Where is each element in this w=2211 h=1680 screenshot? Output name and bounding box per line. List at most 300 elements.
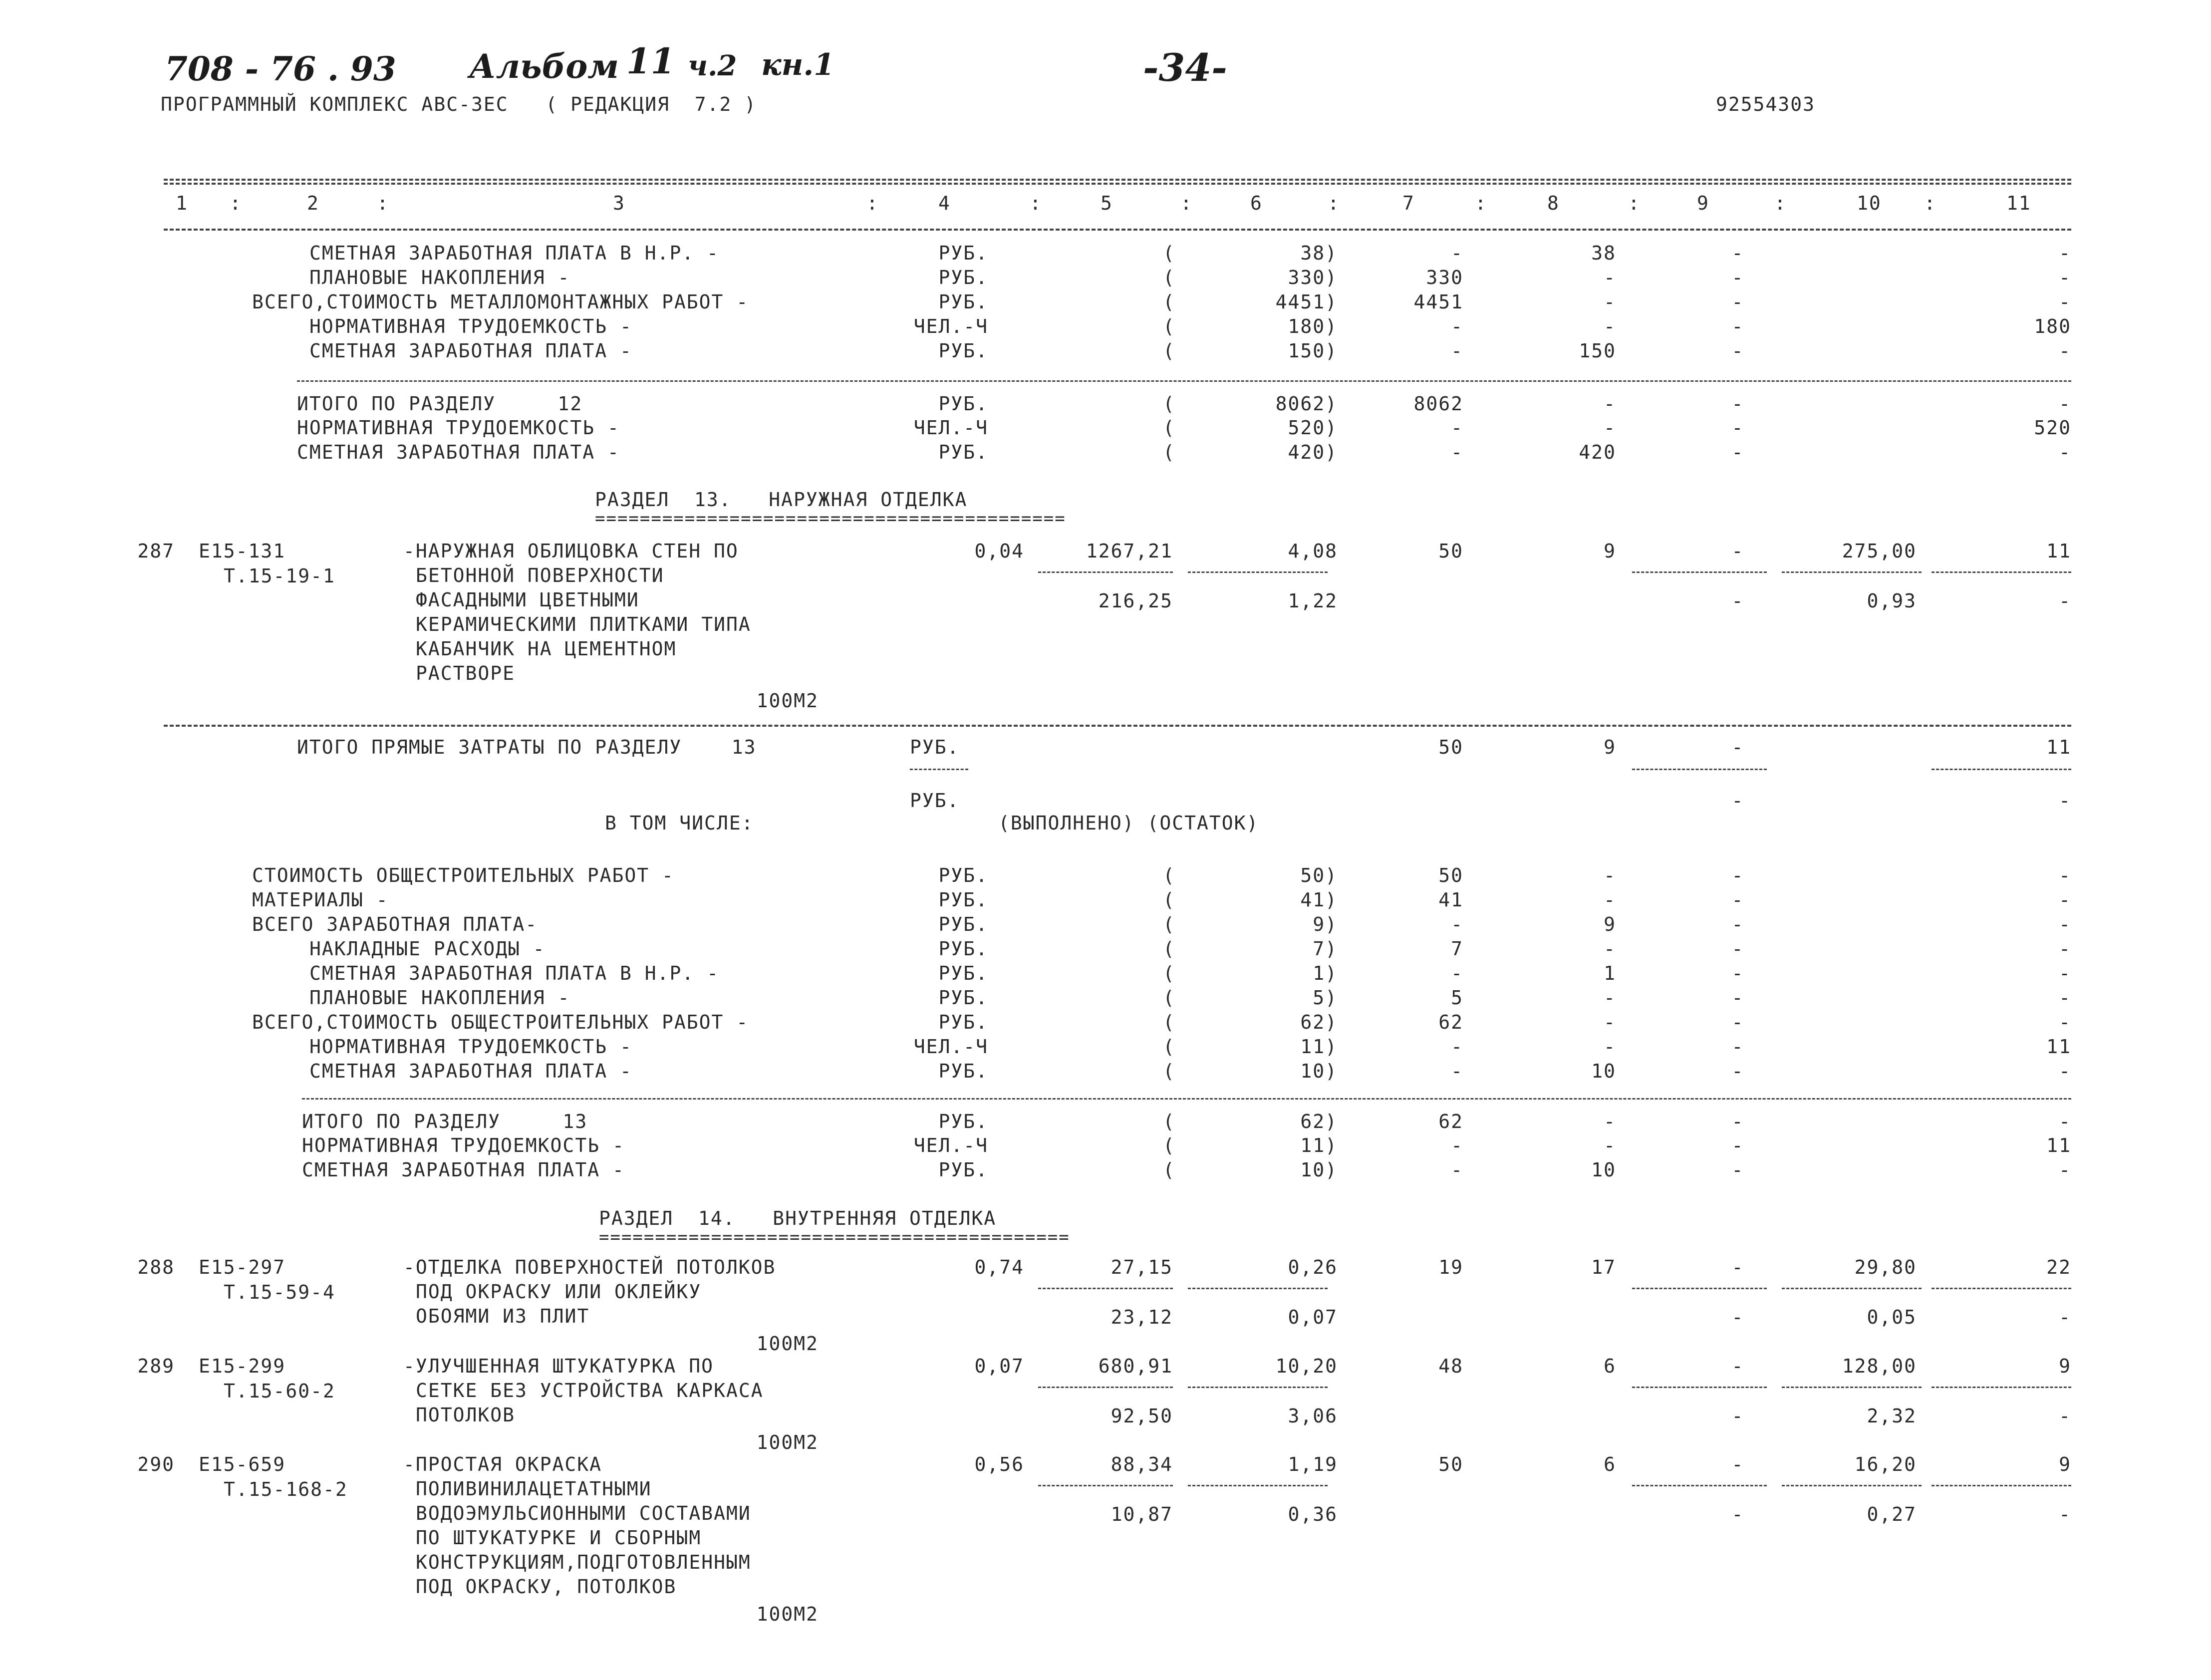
open-paren: ( — [1163, 1159, 1175, 1181]
program-line: ПРОГРАММНЫЙ КОМПЛЕКС АВС-3ЕС ( РЕДАКЦИЯ 7.2 ) — [161, 93, 757, 115]
header-top-rule — [164, 179, 2071, 181]
summary-label: СМЕТНАЯ ЗАРАБОТНАЯ ПЛАТА - — [302, 1159, 625, 1181]
summary-label: СМЕТНАЯ ЗАРАБОТНАЯ ПЛАТА В Н.Р. - — [309, 242, 719, 264]
summary-unit: РУБ. — [938, 913, 988, 935]
summary-col7: 8062 — [1413, 393, 1463, 415]
summary-col7: - — [1451, 913, 1463, 935]
page-number: -34- — [1143, 45, 1227, 90]
open-paren: ( — [1163, 393, 1175, 415]
summary-col9: - — [1731, 417, 1744, 439]
header-col-separator: : — [1030, 192, 1042, 214]
direct-costs-col8: 9 — [1604, 736, 1616, 758]
summary-total-done: 8062) — [1275, 393, 1338, 415]
summary-label: НОРМАТИВНАЯ ТРУДОЕМКОСТЬ - — [309, 315, 632, 337]
summary-col11: - — [2059, 393, 2071, 415]
header-col-9: 9 — [1697, 192, 1709, 214]
summary-label: СТОИМОСТЬ ОБЩЕСТРОИТЕЛЬНЫХ РАБОТ - — [252, 864, 674, 886]
summary-col7: 330 — [1426, 267, 1463, 288]
summary-total-done: 1) — [1313, 962, 1338, 984]
header-col-8: 8 — [1547, 192, 1560, 214]
item-description-line: КАБАНЧИК НА ЦЕМЕНТНОМ — [416, 638, 677, 660]
item-number: 289 — [137, 1355, 175, 1377]
summary-col11: - — [2059, 1060, 2071, 1082]
item-col11: 9 — [2059, 1355, 2071, 1377]
summary-unit: РУБ. — [938, 1011, 988, 1033]
summary-col7: 50 — [1438, 864, 1463, 886]
direct-costs-col11: 11 — [2046, 736, 2071, 758]
summary-col7: 7 — [1451, 938, 1463, 960]
summary-total-done: 5) — [1313, 987, 1338, 1009]
open-paren: ( — [1163, 242, 1175, 264]
open-paren: ( — [1163, 441, 1175, 463]
item-col9-wage: - — [1731, 1503, 1744, 1525]
direct-costs-unit: РУБ. — [910, 736, 960, 758]
summary-label: СМЕТНАЯ ЗАРАБОТНАЯ ПЛАТА - — [309, 340, 632, 362]
direct-costs-label: ИТОГО ПРЯМЫЕ ЗАТРАТЫ ПО РАЗДЕЛУ 13 — [297, 736, 757, 758]
item-description-line: БЕТОННОЙ ПОВЕРХНОСТИ — [416, 564, 664, 586]
summary-col8: - — [1604, 267, 1616, 288]
item-divider-6 — [1188, 571, 1328, 573]
summary-total-done: 62) — [1300, 1011, 1338, 1033]
item-col4-quantity: 0,04 — [974, 540, 1024, 562]
summary-col7: - — [1451, 242, 1463, 264]
item-col11-wage: - — [2059, 1306, 2071, 1328]
item-col7: 50 — [1438, 540, 1463, 562]
summary-col7: 5 — [1451, 987, 1463, 1009]
item-divider-11 — [1932, 1387, 2071, 1388]
header-col-2: 2 — [307, 192, 319, 214]
summary-total-done: 38) — [1300, 242, 1338, 264]
direct-costs-col9-2: - — [1731, 790, 1744, 812]
summary-unit: РУБ. — [938, 864, 988, 886]
item-col6-cost: 4,08 — [1288, 540, 1338, 562]
section-14-underline: ========================================== — [599, 1227, 1070, 1247]
summary-unit: РУБ. — [938, 938, 988, 960]
summary-col9: - — [1731, 441, 1744, 463]
summary-col7: - — [1451, 1159, 1463, 1181]
item-col9: - — [1731, 1355, 1744, 1377]
item-divider-6 — [1188, 1288, 1328, 1289]
item-divider-10 — [1782, 571, 1922, 573]
summary-col9: - — [1731, 1134, 1744, 1156]
item-col9: - — [1731, 1256, 1744, 1278]
summary-col9: - — [1731, 889, 1744, 911]
item-col10: 29,80 — [1854, 1256, 1917, 1278]
handwritten-album: Альбом — [469, 47, 619, 86]
summary-label: ПЛАНОВЫЕ НАКОПЛЕНИЯ - — [309, 987, 570, 1009]
summary-col8: - — [1604, 864, 1616, 886]
item-description-line: -УЛУЧШЕННАЯ ШТУКАТУРКА ПО — [403, 1355, 714, 1377]
item-number: 290 — [137, 1453, 175, 1475]
item-col11: 22 — [2046, 1256, 2071, 1278]
summary-col9: - — [1731, 1111, 1744, 1132]
item-code: Е15-131 — [199, 540, 286, 562]
header-col-separator: : — [1475, 192, 1487, 214]
item-col11: 9 — [2059, 1453, 2071, 1475]
summary-col8: - — [1604, 1011, 1616, 1033]
summary-col7: 62 — [1438, 1111, 1463, 1132]
header-col-separator: : — [1328, 192, 1340, 214]
summary-col11: 11 — [2046, 1134, 2071, 1156]
item-col5-unit-cost: 680,91 — [1098, 1355, 1173, 1377]
summary-total-done: 330) — [1288, 267, 1338, 288]
summary-col11: - — [2059, 340, 2071, 362]
item-col11: 11 — [2046, 540, 2071, 562]
header-col-separator: : — [1774, 192, 1787, 214]
summary-col8: - — [1604, 291, 1616, 313]
handwritten-part: ч.2 — [688, 49, 737, 82]
item-col8: 6 — [1604, 1453, 1616, 1475]
item-col11-wage: - — [2059, 1405, 2071, 1427]
item-col5-wage: 92,50 — [1110, 1405, 1173, 1427]
doc-number: 92554303 — [1716, 93, 1816, 115]
summary-col9: - — [1731, 987, 1744, 1009]
header-col-separator: : — [1628, 192, 1641, 214]
summary-col11: - — [2059, 1011, 2071, 1033]
item-col6-cost: 0,26 — [1288, 1256, 1338, 1278]
open-paren: ( — [1163, 913, 1175, 935]
summary-unit: ЧЕЛ.-Ч — [913, 1134, 988, 1156]
summary-label: НАКЛАДНЫЕ РАСХОДЫ - — [309, 938, 546, 960]
summary-unit: РУБ. — [938, 1111, 988, 1132]
open-paren: ( — [1163, 864, 1175, 886]
summary-col7: - — [1451, 340, 1463, 362]
direct-costs-unit-2: РУБ. — [910, 790, 960, 812]
item-col5-wage: 10,87 — [1110, 1503, 1173, 1525]
summary-col7: 41 — [1438, 889, 1463, 911]
summary-col11: 180 — [2034, 315, 2071, 337]
item-col9: - — [1731, 540, 1744, 562]
summary-col7: - — [1451, 1134, 1463, 1156]
section-13-items-end-rule — [164, 725, 2071, 727]
item-code: Е15-297 — [199, 1256, 286, 1278]
item-col10-wage: 0,93 — [1867, 590, 1917, 612]
done-remaining-header: (ВЫПОЛНЕНО) (ОСТАТОК) — [998, 812, 1259, 834]
header-bottom-rule — [164, 229, 2071, 231]
open-paren: ( — [1163, 987, 1175, 1009]
item-col10: 128,00 — [1842, 1355, 1917, 1377]
summary-total-done: 62) — [1300, 1111, 1338, 1132]
header-col-6: 6 — [1250, 192, 1263, 214]
summary-col8: 1 — [1604, 962, 1616, 984]
item-unit: 100М2 — [756, 1603, 819, 1625]
item-number: 288 — [137, 1256, 175, 1278]
item-col11-wage: - — [2059, 1503, 2071, 1525]
summary-total-done: 11) — [1300, 1134, 1338, 1156]
item-col6-wage: 0,07 — [1288, 1306, 1338, 1328]
item-reference: Т.15-60-2 — [224, 1380, 335, 1402]
header-col-separator: : — [377, 192, 389, 214]
item-description-line: ПО ШТУКАТУРКЕ И СБОРНЫМ — [416, 1527, 702, 1549]
summary-col8: - — [1604, 938, 1616, 960]
item-col4-quantity: 0,07 — [974, 1355, 1024, 1377]
direct-costs-col9: - — [1731, 736, 1744, 758]
summary-total-done: 10) — [1300, 1060, 1338, 1082]
item-divider-10 — [1782, 1387, 1922, 1388]
item-reference: Т.15-59-4 — [224, 1281, 335, 1303]
summary-col8: 9 — [1604, 913, 1616, 935]
summary-col8: - — [1604, 1134, 1616, 1156]
item-col10: 275,00 — [1842, 540, 1917, 562]
summary-label: СМЕТНАЯ ЗАРАБОТНАЯ ПЛАТА В Н.Р. - — [309, 962, 719, 984]
summary-label: ИТОГО ПО РАЗДЕЛУ 12 — [297, 393, 583, 415]
item-description-line: ПОД ОКРАСКУ, ПОТОЛКОВ — [416, 1576, 677, 1598]
summary-col11: - — [2059, 441, 2071, 463]
item-description-line: ВОДОЭМУЛЬСИОННЫМИ СОСТАВАМИ — [416, 1502, 751, 1524]
item-description-line: -ОТДЕЛКА ПОВЕРХНОСТЕЙ ПОТОЛКОВ — [403, 1256, 776, 1278]
open-paren: ( — [1163, 1011, 1175, 1033]
summary-col9: - — [1731, 864, 1744, 886]
summary-unit: РУБ. — [938, 267, 988, 288]
summary-col7: - — [1451, 1060, 1463, 1082]
item-unit: 100М2 — [756, 1333, 819, 1355]
summary-unit: РУБ. — [938, 291, 988, 313]
item-divider-11 — [1932, 1485, 2071, 1486]
item-code: Е15-299 — [199, 1355, 286, 1377]
item-divider-11 — [1932, 1288, 2071, 1289]
summary-col9: - — [1731, 242, 1744, 264]
summary-label: НОРМАТИВНАЯ ТРУДОЕМКОСТЬ - — [297, 417, 620, 439]
section-13-underline: ========================================== — [595, 509, 1066, 529]
summary-col11: - — [2059, 291, 2071, 313]
item-col6-cost: 10,20 — [1275, 1355, 1338, 1377]
header-col-3: 3 — [613, 192, 625, 214]
summary-col11: - — [2059, 987, 2071, 1009]
summary-col9: - — [1731, 913, 1744, 935]
item-number: 287 — [137, 540, 175, 562]
item-col8: 17 — [1591, 1256, 1616, 1278]
open-paren: ( — [1163, 267, 1175, 288]
summary-col9: - — [1731, 1036, 1744, 1058]
item-col5-wage: 216,25 — [1098, 590, 1173, 612]
item-col6-cost: 1,19 — [1288, 1453, 1338, 1475]
summary-col11: - — [2059, 864, 2071, 886]
subtotal-rule-13 — [302, 1098, 2071, 1100]
header-col-separator: : — [866, 192, 879, 214]
summary-col9: - — [1731, 291, 1744, 313]
item-divider-5 — [1038, 571, 1173, 573]
item-col5-wage: 23,12 — [1110, 1306, 1173, 1328]
including-label: В ТОМ ЧИСЛЕ: — [605, 812, 754, 834]
summary-col8: 420 — [1579, 441, 1616, 463]
item-col9: - — [1731, 1453, 1744, 1475]
summary-unit: РУБ. — [938, 441, 988, 463]
item-col4-quantity: 0,74 — [974, 1256, 1024, 1278]
summary-col9: - — [1731, 1159, 1744, 1181]
summary-label: СМЕТНАЯ ЗАРАБОТНАЯ ПЛАТА - — [297, 441, 620, 463]
summary-col11: - — [2059, 1111, 2071, 1132]
header-col-separator: : — [230, 192, 242, 214]
open-paren: ( — [1163, 340, 1175, 362]
item-divider-5 — [1038, 1485, 1173, 1486]
summary-unit: РУБ. — [938, 889, 988, 911]
summary-label: НОРМАТИВНАЯ ТРУДОЕМКОСТЬ - — [302, 1134, 625, 1156]
item-description-line: РАСТВОРЕ — [416, 662, 516, 684]
summary-col7: 4451 — [1413, 291, 1463, 313]
item-col7: 48 — [1438, 1355, 1463, 1377]
item-code: Е15-659 — [199, 1453, 286, 1475]
item-col11-wage: - — [2059, 590, 2071, 612]
item-col10-wage: 2,32 — [1867, 1405, 1917, 1427]
open-paren: ( — [1163, 962, 1175, 984]
summary-col9: - — [1731, 340, 1744, 362]
summary-unit: РУБ. — [938, 393, 988, 415]
header-col-10: 10 — [1857, 192, 1882, 214]
summary-unit: РУБ. — [938, 340, 988, 362]
item-col5-unit-cost: 88,34 — [1110, 1453, 1173, 1475]
section-14-title: РАЗДЕЛ 14. ВНУТРЕННЯЯ ОТДЕЛКА — [599, 1207, 997, 1229]
summary-col9: - — [1731, 267, 1744, 288]
item-divider-9 — [1632, 1387, 1767, 1388]
summary-label: ИТОГО ПО РАЗДЕЛУ 13 — [302, 1111, 588, 1132]
summary-col11: - — [2059, 938, 2071, 960]
open-paren: ( — [1163, 315, 1175, 337]
summary-unit: РУБ. — [938, 962, 988, 984]
summary-total-done: 41) — [1300, 889, 1338, 911]
open-paren: ( — [1163, 1060, 1175, 1082]
summary-col11: 11 — [2046, 1036, 2071, 1058]
summary-unit: РУБ. — [938, 1060, 988, 1082]
header-col-7: 7 — [1402, 192, 1415, 214]
summary-total-done: 150) — [1288, 340, 1338, 362]
item-col10: 16,20 — [1854, 1453, 1917, 1475]
item-col9-wage: - — [1731, 1405, 1744, 1427]
summary-label: ВСЕГО,СТОИМОСТЬ МЕТАЛЛОМОНТАЖНЫХ РАБОТ - — [252, 291, 749, 313]
item-col5-unit-cost: 27,15 — [1110, 1256, 1173, 1278]
item-col5-unit-cost: 1267,21 — [1086, 540, 1173, 562]
summary-col7: - — [1451, 441, 1463, 463]
item-description-line: КЕРАМИЧЕСКИМИ ПЛИТКАМИ ТИПА — [416, 613, 751, 635]
section-13-title: РАЗДЕЛ 13. НАРУЖНАЯ ОТДЕЛКА — [595, 489, 968, 511]
summary-col11: - — [2059, 889, 2071, 911]
item-col4-quantity: 0,56 — [974, 1453, 1024, 1475]
summary-col8: - — [1604, 393, 1616, 415]
summary-label: ВСЕГО ЗАРАБОТНАЯ ПЛАТА- — [252, 913, 538, 935]
summary-total-done: 420) — [1288, 441, 1338, 463]
summary-unit: ЧЕЛ.-Ч — [913, 417, 988, 439]
item-col7: 19 — [1438, 1256, 1463, 1278]
item-col8: 6 — [1604, 1355, 1616, 1377]
summary-col7: - — [1451, 417, 1463, 439]
summary-col8: 150 — [1579, 340, 1616, 362]
summary-label: НОРМАТИВНАЯ ТРУДОЕМКОСТЬ - — [309, 1036, 632, 1058]
item-description-line: ФАСАДНЫМИ ЦВЕТНЫМИ — [416, 589, 639, 611]
item-divider-9 — [1632, 1288, 1767, 1289]
summary-col7: - — [1451, 315, 1463, 337]
header-col-separator: : — [1180, 192, 1193, 214]
item-divider-9 — [1632, 571, 1767, 573]
summary-col8: - — [1604, 1111, 1616, 1132]
item-col6-wage: 1,22 — [1288, 590, 1338, 612]
handwritten-code: 708 - 76 . 93 — [165, 49, 396, 88]
item-description-line: ПОД ОКРАСКУ ИЛИ ОКЛЕЙКУ — [416, 1281, 702, 1303]
summary-label: ПЛАНОВЫЕ НАКОПЛЕНИЯ - — [309, 267, 570, 288]
summary-col8: - — [1604, 1036, 1616, 1058]
open-paren: ( — [1163, 417, 1175, 439]
item-col7: 50 — [1438, 1453, 1463, 1475]
item-col6-wage: 3,06 — [1288, 1405, 1338, 1427]
header-col-5: 5 — [1101, 192, 1113, 214]
item-description-line: ОБОЯМИ ИЗ ПЛИТ — [416, 1305, 590, 1327]
summary-col8: - — [1604, 315, 1616, 337]
summary-col7: - — [1451, 1036, 1463, 1058]
item-reference: Т.15-168-2 — [224, 1478, 348, 1500]
summary-col8: 38 — [1591, 242, 1616, 264]
summary-col7: 62 — [1438, 1011, 1463, 1033]
item-col10-wage: 0,05 — [1867, 1306, 1917, 1328]
item-divider-9 — [1632, 1485, 1767, 1486]
summary-col11: - — [2059, 962, 2071, 984]
open-paren: ( — [1163, 291, 1175, 313]
summary-col9: - — [1731, 938, 1744, 960]
item-col10-wage: 0,27 — [1867, 1503, 1917, 1525]
direct-costs-col7: 50 — [1438, 736, 1463, 758]
item-unit: 100М2 — [756, 1431, 819, 1453]
open-paren: ( — [1163, 938, 1175, 960]
item-divider-5 — [1038, 1387, 1173, 1388]
summary-label: ВСЕГО,СТОИМОСТЬ ОБЩЕСТРОИТЕЛЬНЫХ РАБОТ - — [252, 1011, 749, 1033]
summary-col11: - — [2059, 267, 2071, 288]
summary-total-done: 4451) — [1275, 291, 1338, 313]
item-divider-10 — [1782, 1288, 1922, 1289]
item-reference: Т.15-19-1 — [224, 565, 335, 587]
item-description-line: КОНСТРУКЦИЯМ,ПОДГОТОВЛЕННЫМ — [416, 1551, 751, 1573]
summary-col8: - — [1604, 417, 1616, 439]
summary-unit: ЧЕЛ.-Ч — [913, 315, 988, 337]
summary-total-done: 11) — [1300, 1036, 1338, 1058]
summary-col9: - — [1731, 315, 1744, 337]
header-col-separator: : — [1924, 192, 1936, 214]
summary-col11: - — [2059, 1159, 2071, 1181]
item-divider-6 — [1188, 1387, 1328, 1388]
summary-col11: - — [2059, 913, 2071, 935]
item-unit: 100М2 — [756, 690, 819, 712]
item-description-line: -НАРУЖНАЯ ОБЛИЦОВКА СТЕН ПО — [403, 540, 739, 562]
item-divider-11 — [1932, 571, 2071, 573]
header-col-1: 1 — [176, 192, 188, 214]
item-col9-wage: - — [1731, 590, 1744, 612]
handwritten-album-number: 11 — [626, 40, 675, 82]
summary-total-done: 10) — [1300, 1159, 1338, 1181]
item-description-line: ПОЛИВИНИЛАЦЕТАТНЫМИ — [416, 1478, 652, 1500]
item-divider-10 — [1782, 1485, 1922, 1486]
item-description-line: СЕТКЕ БЕЗ УСТРОЙСТВА КАРКАСА — [416, 1380, 764, 1401]
item-description-line: -ПРОСТАЯ ОКРАСКА — [403, 1453, 602, 1475]
summary-total-done: 50) — [1300, 864, 1338, 886]
item-col6-wage: 0,36 — [1288, 1503, 1338, 1525]
summary-total-done: 520) — [1288, 417, 1338, 439]
summary-col9: - — [1731, 393, 1744, 415]
summary-unit: РУБ. — [938, 242, 988, 264]
summary-col11: 520 — [2034, 417, 2071, 439]
summary-label: СМЕТНАЯ ЗАРАБОТНАЯ ПЛАТА - — [309, 1060, 632, 1082]
summary-col9: - — [1731, 1011, 1744, 1033]
item-description-line: ПОТОЛКОВ — [416, 1404, 516, 1426]
summary-col7: - — [1451, 962, 1463, 984]
item-divider-6 — [1188, 1485, 1328, 1486]
item-divider-5 — [1038, 1288, 1173, 1289]
item-col9-wage: - — [1731, 1306, 1744, 1328]
direct-costs-unit-rule — [910, 769, 968, 770]
summary-col11: - — [2059, 242, 2071, 264]
summary-col8: 10 — [1591, 1159, 1616, 1181]
item-col8: 9 — [1604, 540, 1616, 562]
open-paren: ( — [1163, 889, 1175, 911]
summary-col8: - — [1604, 987, 1616, 1009]
header-col-11: 11 — [2006, 192, 2031, 214]
summary-total-done: 9) — [1313, 913, 1338, 935]
direct-costs-col9-rule — [1632, 769, 1767, 770]
